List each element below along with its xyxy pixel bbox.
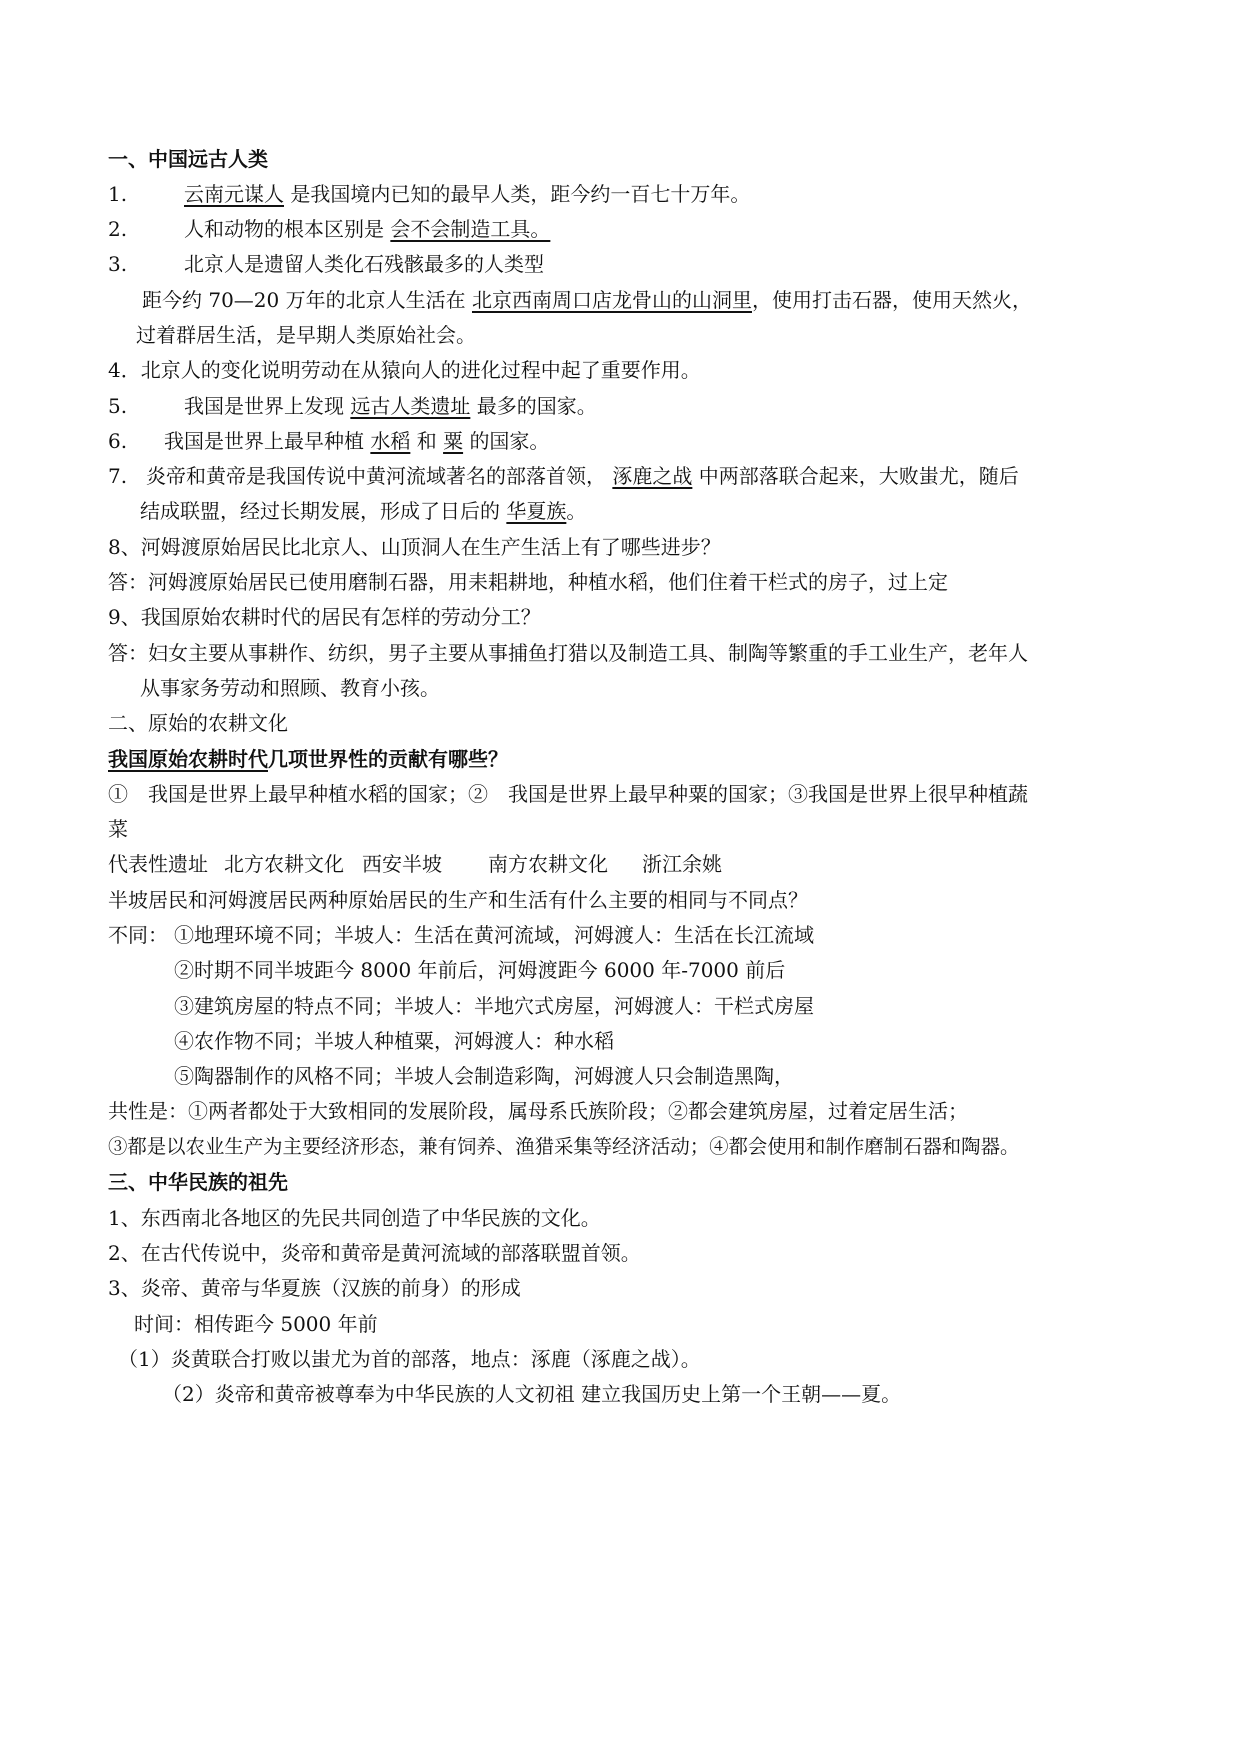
common-line-2: ③都是以农业生产为主要经济形态，兼有饲养、渔猎采集等经济活动；④都会使用和制作磨制石器和陶器。 [108,1135,1020,1158]
contributions-line-2: 菜 [108,817,128,841]
item-7-suffix: 中两部落联合起来，大败蚩尤，随后 [698,464,1019,488]
item-2-number: 2. [108,217,128,241]
sites-label: 代表性遗址 [108,852,208,876]
item-1-answer: 云南元谋人 [184,182,284,206]
item-5-suffix: 最多的国家。 [476,394,597,418]
item-2-text [184,216,550,242]
item-5-text [184,393,597,419]
item-6-answer-2: 粟 [443,429,464,453]
answer-9-line-1: 答：妇女主要从事耕作、纺织，男子主要从事捕鱼打猎以及制造工具、制陶等繁重的手工业生产，老年人 [108,641,1028,665]
section-3-title: 三、中华民族的祖先 [108,1170,288,1194]
item-6-number: 6. [108,429,128,453]
section-3-time: 时间：相传距今 5000 年前 [134,1312,378,1336]
common-line-1: 共性是：①两者都处于大致相同的发展阶段，属母系氏族阶段；②都会建筑房屋，过着定居生活； [108,1099,968,1123]
section-3-line-3: 3、炎帝、黄帝与华夏族（汉族的前身）的形成 [108,1276,521,1300]
item-6-text [164,428,549,454]
item-6-prefix: 我国是世界上最早种植 [164,429,364,453]
difference-label: 不同： [108,923,168,947]
section-3-point-2: （2）炎帝和黄帝被尊奉为中华民族的人文初祖 建立我国历史上第一个王朝——夏。 [162,1382,902,1406]
item-2-answer: 会不会制造工具。 [390,217,551,241]
item-7-l2-answer: 华夏族 [506,499,567,523]
answer-9-line-2: 从事家务劳动和照顾、教育小孩。 [140,676,440,700]
item-1-rest: 是我国境内已知的最早人类，距今约一百七十万年。 [290,182,751,206]
item-3-prefix: 距今约 70—20 万年的北京人生活在 [142,288,466,312]
item-4: 4．北京人的变化说明劳动在从猿向人的进化过程中起了重要作用。 [108,358,701,382]
question-8: 8、河姆渡原始居民比北京人、山顶洞人在生产生活上有了哪些进步？ [108,535,721,559]
sites-xian: 西安半坡 [362,852,442,876]
section-3-point-1: （1）炎黄联合打败以蚩尤为首的部落，地点：涿鹿（涿鹿之战）。 [118,1347,701,1371]
item-7-number: 7. [108,464,128,488]
difference-2: ②时期不同半坡距今 8000 年前后，河姆渡距今 6000 年-7000 前后 [174,958,786,982]
difference-3: ③建筑房屋的特点不同；半坡人：半地穴式房屋，河姆渡人：干栏式房屋 [174,994,814,1018]
question-9: 9、我国原始农耕时代的居民有怎样的劳动分工？ [108,605,541,629]
item-3-suffix: ，使用打击石器，使用天然火， [751,288,1032,312]
item-7-line-2 [140,498,586,524]
item-1-text [184,181,750,207]
compare-question: 半坡居民和河姆渡居民两种原始居民的生产和生活有什么主要的相同与不同点？ [108,888,808,912]
item-7-l2-prefix: 结成联盟，经过长期发展，形成了日后的 [140,499,500,523]
item-7-prefix: 炎帝和黄帝是我国传说中黄河流域著名的部落首领， [146,464,606,488]
contributions-question-underlined: 我国原始农耕时代 [108,747,268,771]
sites-north: 北方农耕文化 [224,852,344,876]
contributions-question [108,746,508,772]
difference-1: ①地理环境不同；半坡人：生活在黄河流域，河姆渡人：生活在长江流域 [174,923,814,947]
item-6-suffix: 的国家。 [469,429,550,453]
item-3-line-2 [142,287,1032,313]
section-1-title: 一、中国远古人类 [108,147,268,171]
contributions-question-rest: 几项世界性的贡献有哪些？ [268,747,508,771]
difference-5: ⑤陶器制作的风格不同；半坡人会制造彩陶，河姆渡人只会制造黑陶， [174,1064,794,1088]
difference-4: ④农作物不同；半坡人种植粟，河姆渡人：种水稻 [174,1029,614,1053]
contributions-line-1: ① 我国是世界上最早种植水稻的国家；② 我国是世界上最早种粟的国家；③我国是世界上很早种植蔬 [108,782,1028,806]
item-6-middle: 和 [416,429,437,453]
item-3-text: 北京人是遗留人类化石残骸最多的人类型 [184,252,544,276]
item-7-text [146,463,1019,489]
item-3-number: 3. [108,252,128,276]
item-5-number: 5. [108,394,128,418]
item-3-line-3: 过着群居生活，是早期人类原始社会。 [136,323,476,347]
item-6-answer-1: 水稻 [370,429,411,453]
item-1-number: 1. [108,182,128,206]
item-7-answer: 涿鹿之战 [612,464,693,488]
item-2-prefix: 人和动物的根本区别是 [184,217,384,241]
item-3-answer: 北京西南周口店龙骨山的山洞里 [471,288,752,312]
section-2-title: 二、原始的农耕文化 [108,711,288,735]
section-3-line-1: 1、东西南北各地区的先民共同创造了中华民族的文化。 [108,1206,601,1230]
section-3-line-2: 2、在古代传说中，炎帝和黄帝是黄河流域的部落联盟首领。 [108,1241,641,1265]
item-7-l2-suffix: 。 [566,499,587,523]
item-5-answer: 远古人类遗址 [350,394,471,418]
item-5-prefix: 我国是世界上发现 [184,394,344,418]
answer-8: 答：河姆渡原始居民已使用磨制石器，用耒耜耕地，种植水稻，他们住着干栏式的房子，过上定 [108,570,948,594]
sites-south: 南方农耕文化 [488,852,608,876]
sites-zhejiang: 浙江余姚 [642,852,722,876]
